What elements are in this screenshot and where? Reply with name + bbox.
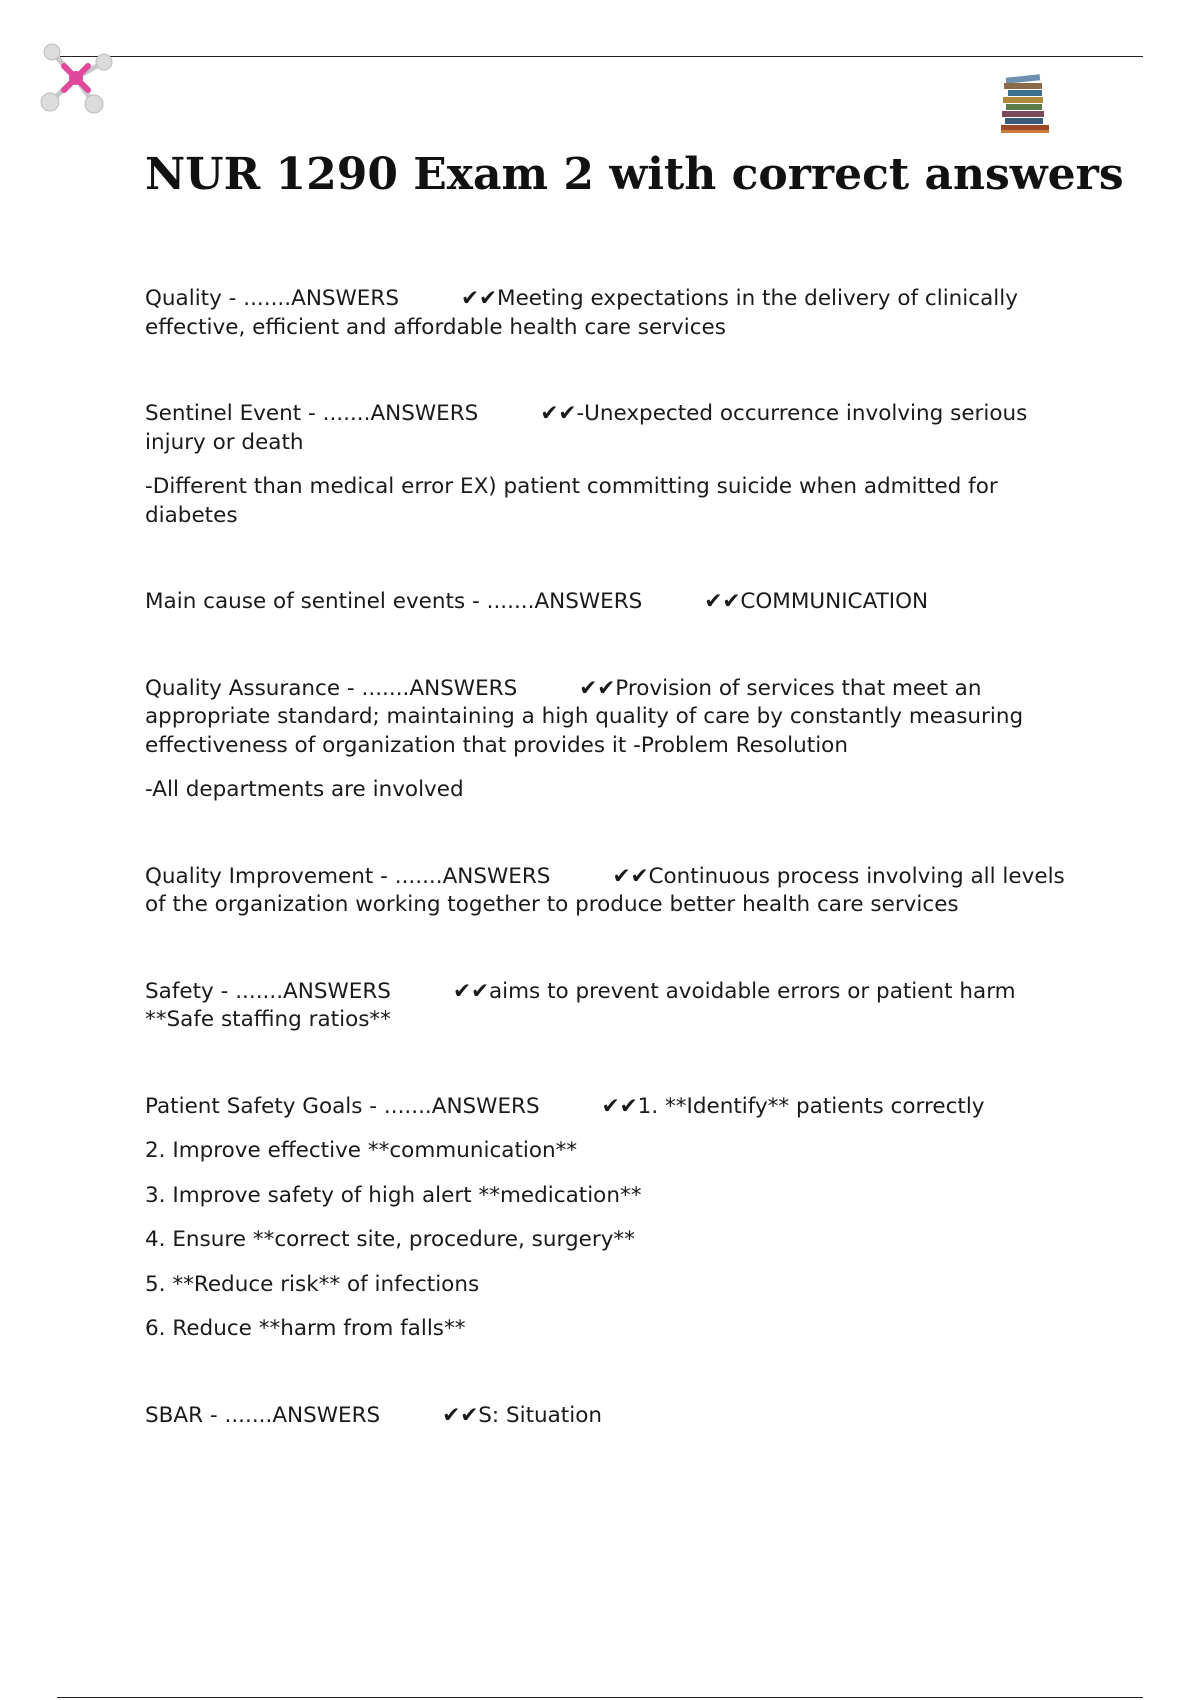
entry-answer: 1. **Identify** patients correctly: [637, 1093, 985, 1119]
flashcard-entry: [145, 588, 1075, 617]
flashcard-entry: [145, 400, 1075, 530]
flashcard-entry: [145, 285, 1075, 342]
flashcard-entry: [145, 863, 1075, 920]
entry-answer: -Unexpected occurrence involving serious injury or death: [145, 401, 1028, 455]
entry-term: SBAR: [145, 1402, 204, 1428]
entry-main: Quality - .......ANSWERS ✔✔Meeting expectations in the delivery of clinically effective, efficient and affordable health care services: [145, 286, 1018, 340]
answer-marker: .......ANSWERS: [361, 675, 518, 701]
entry-main: Patient Safety Goals - .......ANSWERS ✔✔1. **Identify** patients correctly: [145, 1093, 985, 1119]
flashcard-entry: [145, 675, 1075, 805]
header-rule: [60, 56, 1143, 57]
check-marks: ✔✔: [460, 286, 498, 311]
answer-marker: .......ANSWERS: [224, 1402, 381, 1428]
entry-answer: Provision of services that meet an appropriate standard; maintaining a high quality of care by constantly measuring effectiveness of organization that provides it -Problem Resolution: [145, 675, 1024, 758]
flashcard-entry: [145, 1093, 1075, 1344]
answer-marker: .......ANSWERS: [486, 589, 643, 614]
entry-term: Quality Improvement: [145, 863, 374, 889]
check-marks: ✔✔: [452, 978, 489, 1004]
entry-extra: 3. Improve safety of high alert **medication**: [145, 1182, 642, 1208]
entry-term: Main cause of sentinel events: [145, 589, 466, 614]
flashcard-entry: [145, 978, 1075, 1035]
flashcard-entry: [145, 1402, 1075, 1431]
check-marks: ✔✔: [540, 401, 577, 426]
book-stack-icon: [1000, 72, 1052, 136]
check-marks: ✔✔: [442, 1402, 479, 1428]
entry-answer: COMMUNICATION: [740, 589, 929, 614]
entry-term: Patient Safety Goals: [145, 1093, 363, 1119]
answer-marker: .......ANSWERS: [243, 286, 399, 311]
entry-term: Safety: [145, 978, 214, 1004]
answer-marker: .......ANSWERS: [383, 1093, 540, 1119]
molecule-icon: [36, 40, 116, 116]
entry-extra: 5. **Reduce risk** of infections: [145, 1271, 480, 1297]
check-marks: ✔✔: [601, 1093, 638, 1119]
entry-extra: -All departments are involved: [145, 777, 464, 802]
entry-main: SBAR - .......ANSWERS ✔✔S: Situation: [145, 1402, 602, 1428]
check-marks: ✔✔: [612, 863, 649, 889]
check-marks: ✔✔: [579, 675, 616, 701]
entry-answer: Meeting expectations in the delivery of clinically effective, efficient and affordable health care services: [145, 286, 1018, 340]
entry-answer: Continuous process involving all levels of the organization working together to produce better health care services: [145, 863, 1065, 917]
answer-marker: .......ANSWERS: [322, 401, 479, 426]
entry-main: Sentinel Event - .......ANSWERS ✔✔-Unexpected occurrence involving serious injury or death: [145, 401, 1028, 455]
entry-term: Sentinel Event: [145, 401, 302, 426]
entry-extra: -Different than medical error EX) patient committing suicide when admitted for diabetes: [145, 474, 998, 528]
entry-main: Quality Assurance - .......ANSWERS ✔✔Provision of services that meet an appropriate standard; maintaining a high quality of care by constantly measuring effectiveness of organization that provides it -Problem Resolution: [145, 675, 1024, 758]
entry-answer: aims to prevent avoidable errors or patient harm **Safe staffing ratios**: [145, 978, 1016, 1032]
entry-extra: 6. Reduce **harm from falls**: [145, 1316, 466, 1341]
entry-answer: S: Situation: [478, 1402, 602, 1428]
check-marks: ✔✔: [704, 589, 741, 614]
answer-marker: .......ANSWERS: [394, 863, 551, 889]
entry-main: Safety - .......ANSWERS ✔✔aims to prevent avoidable errors or patient harm **Safe staffing ratios**: [145, 978, 1016, 1032]
footer-rule: [57, 1697, 1143, 1698]
entry-extra: 4. Ensure **correct site, procedure, surgery**: [145, 1227, 635, 1252]
entry-main: Quality Improvement - .......ANSWERS ✔✔Continuous process involving all levels of the organization working together to produce better health care services: [145, 863, 1065, 917]
page-title: NUR 1290 Exam 2 with correct answers: [145, 149, 1124, 200]
entry-term: Quality: [145, 286, 222, 311]
flashcard-list: [145, 285, 1075, 1430]
entry-main: Main cause of sentinel events - .......ANSWERS ✔✔COMMUNICATION: [145, 589, 929, 614]
answer-marker: .......ANSWERS: [235, 978, 391, 1004]
entry-term: Quality Assurance: [145, 675, 341, 701]
entry-extra: 2. Improve effective **communication**: [145, 1138, 578, 1163]
